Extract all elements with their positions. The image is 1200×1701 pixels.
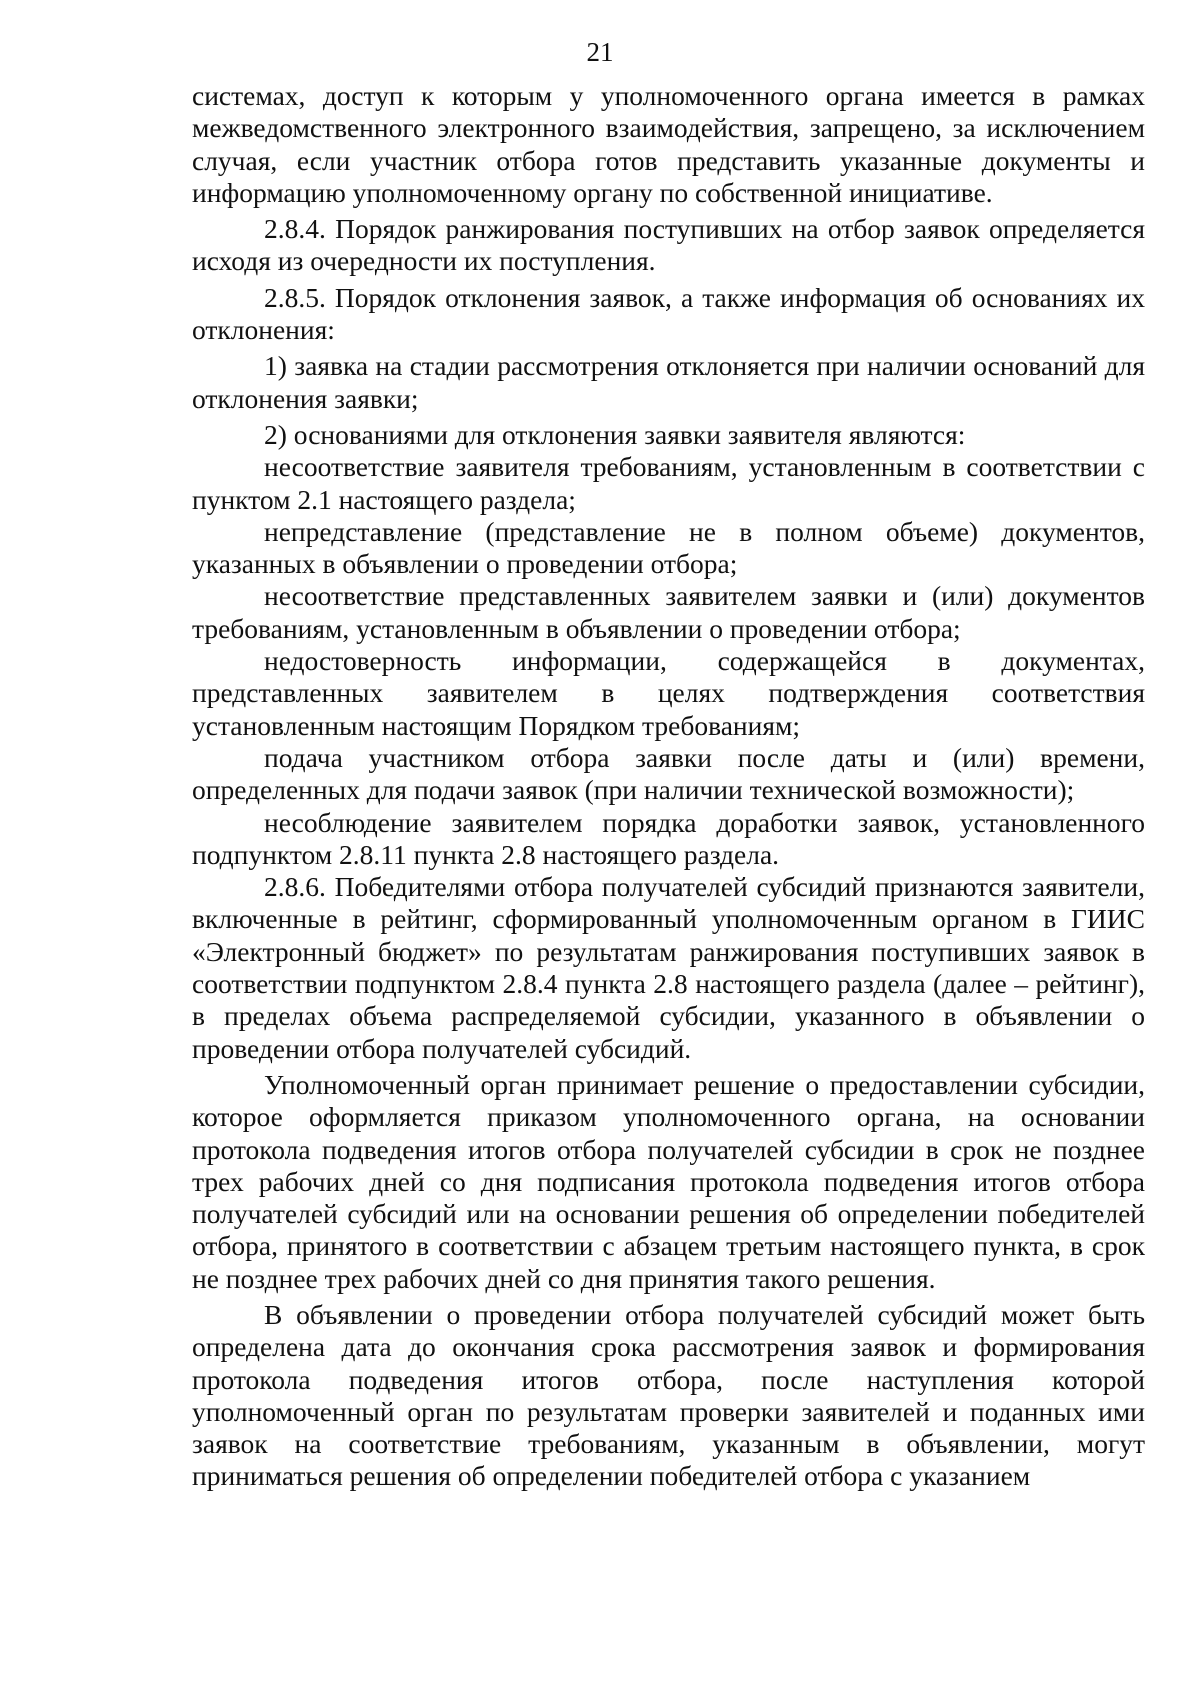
paragraph-decision: Уполномоченный орган принимает решение о предоставлении субсидии, которое оформляется приказом уполномоченного органа, на основании протокола подведения итогов отбора получателей субсидии в срок не позднее трех рабочих дней со дня подписания протокола подведения итогов отбора получателей субсидий или на основании решения об определении победителей отбора, принятого в соответствии с абзацем третьим настоящего пункта, в срок не позднее трех рабочих дней со дня принятия такого решения. [192, 1068, 1145, 1294]
list-item-2: 2) основаниями для отклонения заявки заявителя являются: [264, 418, 966, 450]
paragraph-2-8-4: 2.8.4. Порядок ранжирования поступивших на отбор заявок определяется исходя из очередности их поступления. [192, 213, 1145, 277]
rejection-ground-1: несоответствие заявителя требованиям, установленным в соответствии с пунктом 2.1 настоящего раздела; [192, 451, 1145, 515]
rejection-ground-3: несоответствие представленных заявителем заявки и (или) документов требованиям, установленным в объявлении о проведении отбора; [192, 580, 1145, 644]
rejection-ground-4: недостоверность информации, содержащейся в документах, представленных заявителем в целях подтверждения соответствия установленным настоящим Порядком требованиям; [192, 645, 1145, 741]
paragraph-2-8-5: 2.8.5. Порядок отклонения заявок, а также информация об основаниях их отклонения: [192, 281, 1145, 346]
paragraph-2-8-6: 2.8.6. Победителями отбора получателей субсидий признаются заявители, включенные в рейтинг, сформированный уполномоченным органом в ГИИС «Электронный бюджет» по результатам ранжирования поступивших заявок в соответствии подпунктом 2.8.4 пункта 2.8 настоящего раздела (далее – рейтинг), в пределах объема распределяемой субсидии, указанного в объявлении о проведении отбора получателей субсидий. [192, 871, 1145, 1064]
rejection-ground-5: подача участником отбора заявки после даты и (или) времени, определенных для подачи заявок (при наличии технической возможности); [192, 741, 1145, 806]
rejection-ground-2: непредставление (представление не в полном объеме) документов, указанных в объявлении о проведении отбора; [192, 515, 1145, 580]
paragraph-continuation: системах, доступ к которым у уполномоченного органа имеется в рамках межведомственного электронного взаимодействия, запрещено, за исключением случая, если участник отбора готов представить указанные документы и информацию уполномоченному органу по собственной инициативе. [192, 80, 1145, 208]
paragraph-announcement: В объявлении о проведении отбора получателей субсидий может быть определена дата до окончания срока рассмотрения заявок и формирования протокола подведения итогов отбора, после наступления которой уполномоченный орган по результатам проверки заявителей и поданных ими заявок на соответствие требованиям, указанным в объявлении, могут приниматься решения об определении победителей отбора с указанием [192, 1298, 1145, 1492]
rejection-ground-6: несоблюдение заявителем порядка доработки заявок, установленного подпунктом 2.8.11 пункта 2.8 настоящего раздела. [192, 806, 1145, 870]
document-body [192, 80, 1145, 1493]
list-item-1: 1) заявка на стадии рассмотрения отклоняется при наличии оснований для отклонения заявки; [192, 350, 1145, 414]
page-number: 21 [586, 37, 614, 67]
